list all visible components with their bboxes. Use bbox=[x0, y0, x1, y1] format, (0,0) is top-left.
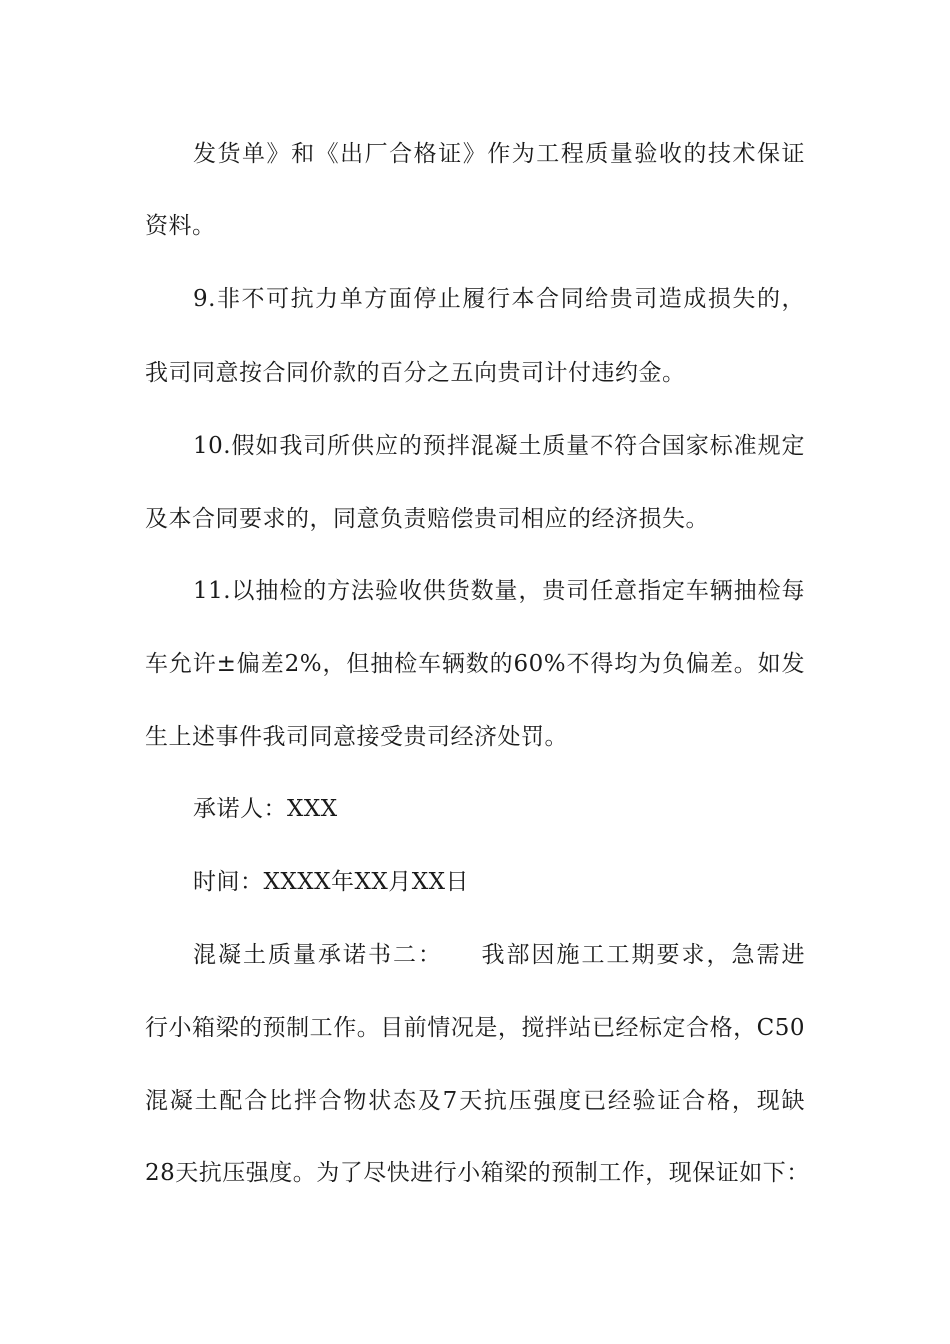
date-line: 时间：XXXX年XX月XX日 bbox=[193, 869, 469, 895]
text-line-9: 生上述事件我司同意接受贵司经济处罚。 bbox=[145, 724, 568, 750]
text-line-4: 我司同意按合同价款的百分之五向贵司计付违约金。 bbox=[145, 360, 686, 386]
text-line-6: 及本合同要求的，同意负责赔偿贵司相应的经济损失。 bbox=[145, 506, 709, 532]
text-line-2: 资料。 bbox=[145, 213, 216, 239]
text-line-12: 混凝土质量承诺书二： 我部因施工工期要求，急需进 bbox=[193, 942, 805, 968]
text-line-13: 行小箱梁的预制工作。目前情况是，搅拌站已经标定合格，C50 bbox=[145, 1015, 805, 1041]
text-line-7: 11.以抽检的方法验收供货数量，贵司任意指定车辆抽检每 bbox=[193, 578, 805, 604]
text-line-8: 车允许±偏差2%，但抽检车辆数的60%不得均为负偏差。如发 bbox=[145, 651, 805, 677]
signatory-line: 承诺人：XXX bbox=[193, 796, 338, 822]
text-line-1: 发货单》和《出厂合格证》作为工程质量验收的技术保证 bbox=[193, 141, 805, 167]
text-line-14: 混凝土配合比拌合物状态及7天抗压强度已经验证合格，现缺 bbox=[145, 1088, 805, 1114]
text-line-3: 9.非不可抗力单方面停止履行本合同给贵司造成损失的， bbox=[193, 286, 805, 312]
text-line-15: 28天抗压强度。为了尽快进行小箱梁的预制工作，现保证如下： bbox=[145, 1160, 810, 1186]
text-line-5: 10.假如我司所供应的预拌混凝土质量不符合国家标准规定 bbox=[193, 433, 805, 459]
